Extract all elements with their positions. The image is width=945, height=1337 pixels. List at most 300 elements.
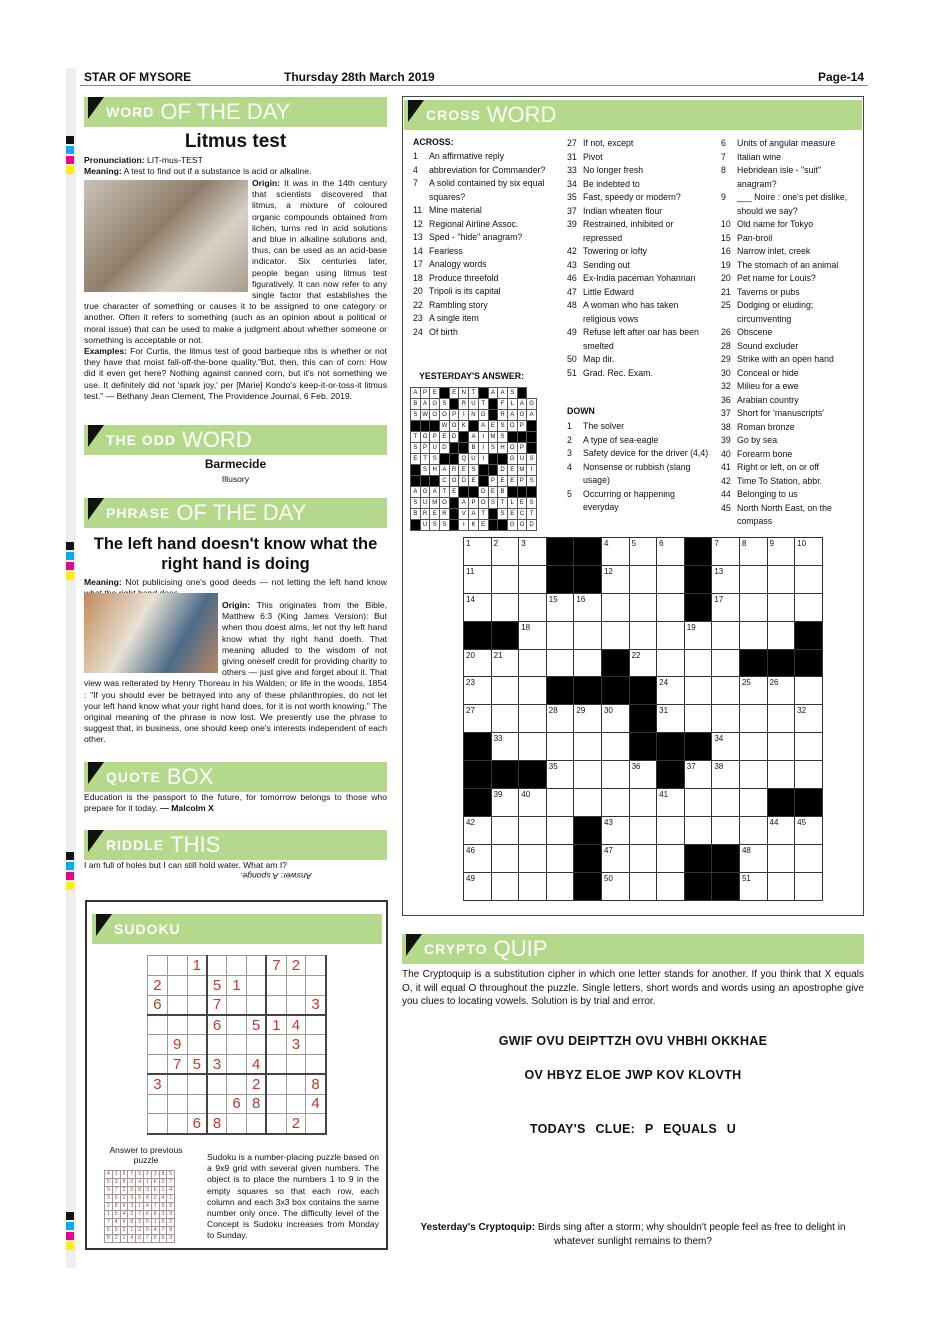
prev-sudoku-cell: 7: [112, 1187, 120, 1195]
sudoku-cell[interactable]: 7: [266, 956, 286, 976]
crossword-cell[interactable]: [767, 565, 795, 593]
sudoku-cell[interactable]: [167, 1015, 187, 1035]
sudoku-cell[interactable]: 2: [286, 1114, 306, 1134]
yesterday-crossword-grid: [410, 387, 537, 531]
answer-cell: S: [498, 432, 508, 443]
across-clues-1: [413, 150, 553, 339]
crossword-cell[interactable]: [629, 705, 657, 733]
crossword-cell[interactable]: 18: [519, 621, 547, 649]
crossword-cell[interactable]: [739, 761, 767, 789]
answer-cell: [449, 520, 459, 531]
crossword-cell[interactable]: [629, 816, 657, 844]
crossword-cell[interactable]: 39: [491, 789, 519, 817]
crossword-cell[interactable]: [684, 649, 712, 677]
crossword-cell[interactable]: 7: [712, 538, 740, 566]
crossword-cell[interactable]: 20: [464, 649, 492, 677]
crossword-cell[interactable]: [795, 733, 823, 761]
sudoku-cell[interactable]: 4: [286, 1015, 306, 1035]
crossword-cell[interactable]: [519, 733, 547, 761]
crossword-cell[interactable]: [767, 705, 795, 733]
crossword-cell[interactable]: [601, 649, 629, 677]
crossword-cell[interactable]: [519, 705, 547, 733]
crossword-cell[interactable]: [464, 761, 492, 789]
crossword-cell[interactable]: [767, 649, 795, 677]
crossword-cell[interactable]: [795, 593, 823, 621]
sudoku-cell[interactable]: 6: [148, 995, 168, 1015]
crossword-cell[interactable]: 32: [795, 705, 823, 733]
crossword-cell[interactable]: [795, 872, 823, 900]
crossword-cell[interactable]: 45: [795, 816, 823, 844]
crossword-cell[interactable]: [795, 844, 823, 872]
crossword-cell[interactable]: [767, 761, 795, 789]
sudoku-cell[interactable]: [148, 1035, 168, 1055]
sudoku-cell[interactable]: 3: [286, 1035, 306, 1055]
crossword-cell[interactable]: [629, 677, 657, 705]
prev-sudoku-cell: 6: [120, 1219, 128, 1227]
sudoku-cell[interactable]: [227, 995, 247, 1015]
crossword-cell[interactable]: 37: [684, 761, 712, 789]
crossword-cell[interactable]: 4: [601, 538, 629, 566]
sudoku-cell[interactable]: 3: [207, 1054, 227, 1074]
crossword-cell[interactable]: [491, 761, 519, 789]
crossword-cell[interactable]: [519, 565, 547, 593]
crossword-cell[interactable]: [464, 621, 492, 649]
crossword-grid[interactable]: [463, 537, 823, 901]
down-label: DOWN: [567, 406, 595, 416]
crossword-cell[interactable]: [574, 677, 602, 705]
crossword-cell[interactable]: 22: [629, 649, 657, 677]
sudoku-cell[interactable]: 3: [148, 1074, 168, 1094]
crossword-cell[interactable]: [546, 816, 574, 844]
crossword-cell[interactable]: [739, 789, 767, 817]
crossword-cell[interactable]: 33: [491, 733, 519, 761]
answer-cell: [469, 421, 479, 432]
crossword-cell[interactable]: [574, 844, 602, 872]
answer-cell: [488, 454, 498, 465]
clue: 16 Narrow inlet, creek: [721, 246, 811, 256]
crossword-cell[interactable]: 36: [629, 761, 657, 789]
crossword-cell[interactable]: [601, 621, 629, 649]
sudoku-cell[interactable]: [286, 1054, 306, 1074]
sudoku-cell[interactable]: [246, 956, 266, 976]
crossword-cell[interactable]: 28: [546, 705, 574, 733]
crossword-cell[interactable]: 25: [739, 677, 767, 705]
crossword-cell[interactable]: [519, 593, 547, 621]
crossword-cell[interactable]: 5: [629, 538, 657, 566]
crossword-cell[interactable]: [795, 649, 823, 677]
crossword-cell[interactable]: 41: [657, 789, 685, 817]
sudoku-cell[interactable]: 6: [207, 1015, 227, 1035]
answer-cell: T: [411, 432, 421, 443]
crossword-cell[interactable]: [491, 621, 519, 649]
crossword-cell[interactable]: [629, 789, 657, 817]
sudoku-grid[interactable]: [147, 955, 327, 1135]
crossword-cell[interactable]: [574, 733, 602, 761]
crossword-cell[interactable]: [684, 538, 712, 566]
sudoku-cell[interactable]: [286, 995, 306, 1015]
sudoku-cell[interactable]: [227, 1054, 247, 1074]
crossword-cell[interactable]: 2: [491, 538, 519, 566]
sudoku-cell[interactable]: [306, 1054, 326, 1074]
answer-cell: R: [420, 509, 430, 520]
answer-cell: K: [469, 520, 479, 531]
sudoku-cell[interactable]: 2: [246, 1074, 266, 1094]
crossword-cell[interactable]: [574, 872, 602, 900]
cryptoquip-line-1: GWIF OVU DEIPTTZH OVU VHBHI OKKHAE: [498, 1034, 768, 1048]
crossword-cell[interactable]: 8: [739, 538, 767, 566]
sudoku-cell[interactable]: 7: [207, 995, 227, 1015]
crossword-cell[interactable]: [795, 677, 823, 705]
crossword-cell[interactable]: [657, 872, 685, 900]
crossword-cell[interactable]: [657, 621, 685, 649]
prev-sudoku-cell: 3: [167, 1235, 175, 1243]
crossword-cell[interactable]: [739, 705, 767, 733]
clue: 18 Produce threefold: [413, 272, 499, 283]
crossword-cell[interactable]: 9: [767, 538, 795, 566]
crossword-cell[interactable]: 42: [464, 816, 492, 844]
sudoku-cell[interactable]: [187, 1035, 207, 1055]
crossword-cell[interactable]: [574, 538, 602, 566]
crossword-cell[interactable]: [491, 816, 519, 844]
sudoku-cell[interactable]: [207, 1035, 227, 1055]
sudoku-cell[interactable]: [306, 1114, 326, 1134]
wotd-title: Litmus test: [184, 131, 287, 152]
crossword-cell[interactable]: 13: [712, 565, 740, 593]
crossword-cell[interactable]: [574, 621, 602, 649]
sudoku-cell[interactable]: [207, 1094, 227, 1114]
clue: 20 Pet name for Louis?: [721, 273, 816, 283]
answer-cell: [449, 454, 459, 465]
crossword-cell[interactable]: 47: [601, 844, 629, 872]
crossword-cell[interactable]: [629, 621, 657, 649]
crossword-cell[interactable]: 23: [464, 677, 492, 705]
sudoku-cell[interactable]: [227, 1114, 247, 1134]
crossword-cell[interactable]: [629, 733, 657, 761]
crossword-cell[interactable]: [657, 816, 685, 844]
clue: 1 The solver: [567, 421, 625, 431]
crossword-cell[interactable]: [684, 844, 712, 872]
crossword-cell[interactable]: 40: [519, 789, 547, 817]
sudoku-cell[interactable]: [227, 1074, 247, 1094]
sudoku-cell[interactable]: [227, 1015, 247, 1035]
crossword-cell[interactable]: 6: [657, 538, 685, 566]
crossword-cell[interactable]: [684, 565, 712, 593]
sudoku-cell[interactable]: [306, 956, 326, 976]
crossword-cell[interactable]: 24: [657, 677, 685, 705]
sudoku-cell[interactable]: [207, 956, 227, 976]
crossword-cell[interactable]: [546, 621, 574, 649]
crossword-cell[interactable]: [519, 844, 547, 872]
sudoku-cell[interactable]: 9: [167, 1035, 187, 1055]
crossword-cell[interactable]: 48: [739, 844, 767, 872]
prev-sudoku-cell: 4: [120, 1211, 128, 1219]
crossword-cell[interactable]: [684, 789, 712, 817]
prev-sudoku-cell: 1: [159, 1187, 167, 1195]
sudoku-cell[interactable]: 3: [306, 995, 326, 1015]
clue: 34 Be indebted to: [567, 178, 640, 189]
crossword-cell[interactable]: [684, 733, 712, 761]
crossword-cell[interactable]: [739, 816, 767, 844]
crossword-cell[interactable]: [546, 733, 574, 761]
sudoku-cell[interactable]: 1: [187, 956, 207, 976]
sudoku-cell[interactable]: [227, 956, 247, 976]
crossword-cell[interactable]: 30: [601, 705, 629, 733]
crossword-cell[interactable]: [684, 816, 712, 844]
crossword-cell[interactable]: 12: [601, 565, 629, 593]
sudoku-cell[interactable]: 6: [227, 1094, 247, 1114]
crossword-cell[interactable]: [491, 844, 519, 872]
crossword-cell[interactable]: [712, 677, 740, 705]
answer-cell: [488, 509, 498, 520]
crossword-cell[interactable]: [574, 789, 602, 817]
crossword-cell[interactable]: [601, 789, 629, 817]
crossword-cell[interactable]: [629, 844, 657, 872]
crossword-cell[interactable]: [657, 649, 685, 677]
crossword-cell[interactable]: 46: [464, 844, 492, 872]
crossword-cell[interactable]: 14: [464, 593, 492, 621]
sudoku-cell[interactable]: 4: [246, 1054, 266, 1074]
crossword-cell[interactable]: [767, 593, 795, 621]
crossword-cell[interactable]: 34: [712, 733, 740, 761]
crossword-cell[interactable]: 38: [712, 761, 740, 789]
sudoku-cell[interactable]: [227, 1035, 247, 1055]
sudoku-cell[interactable]: 2: [148, 975, 168, 995]
crossword-cell[interactable]: [629, 593, 657, 621]
sudoku-cell[interactable]: 8: [306, 1074, 326, 1094]
sudoku-cell[interactable]: [266, 1094, 286, 1114]
riddle-text: I am full of holes but I can still hold water. What am I?: [84, 860, 288, 870]
crossword-cell[interactable]: [601, 677, 629, 705]
crossword-cell[interactable]: [739, 621, 767, 649]
sudoku-cell[interactable]: 5: [187, 1054, 207, 1074]
crossword-cell[interactable]: 16: [574, 593, 602, 621]
sudoku-cell[interactable]: [306, 1015, 326, 1035]
crossword-cell[interactable]: 10: [795, 538, 823, 566]
crossword-cell[interactable]: [491, 872, 519, 900]
sudoku-cell[interactable]: 1: [227, 975, 247, 995]
crossword-cell[interactable]: 50: [601, 872, 629, 900]
crossword-cell[interactable]: [795, 565, 823, 593]
crossword-cell[interactable]: 15: [546, 593, 574, 621]
sudoku-cell[interactable]: [187, 1094, 207, 1114]
crossword-cell[interactable]: [657, 565, 685, 593]
crossword-cell[interactable]: [712, 649, 740, 677]
crossword-cell[interactable]: [795, 761, 823, 789]
sudoku-cell[interactable]: 1: [266, 1015, 286, 1035]
prev-sudoku-cell: 9: [159, 1235, 167, 1243]
crossword-cell[interactable]: 26: [767, 677, 795, 705]
crossword-cell[interactable]: [657, 761, 685, 789]
crossword-cell[interactable]: 35: [546, 761, 574, 789]
sudoku-cell[interactable]: 8: [246, 1094, 266, 1114]
sudoku-cell[interactable]: [167, 1074, 187, 1094]
crossword-cell[interactable]: [546, 677, 574, 705]
sudoku-cell[interactable]: [148, 1094, 168, 1114]
crossword-cell[interactable]: [795, 621, 823, 649]
crossword-cell[interactable]: [739, 733, 767, 761]
crossword-cell[interactable]: 21: [491, 649, 519, 677]
clue: 38 Roman bronze: [721, 421, 795, 432]
crossword-cell[interactable]: [712, 872, 740, 900]
clue: 47 Little Edward: [567, 286, 634, 297]
prev-sudoku-cell: 5: [151, 1235, 159, 1243]
crossword-cell[interactable]: [684, 593, 712, 621]
answer-cell: A: [527, 410, 537, 421]
crossword-cell[interactable]: [464, 733, 492, 761]
sudoku-cell[interactable]: [266, 1035, 286, 1055]
sudoku-cell[interactable]: [148, 1015, 168, 1035]
sudoku-cell[interactable]: [306, 975, 326, 995]
crossword-cell[interactable]: [491, 705, 519, 733]
sudoku-prev-grid: [104, 1170, 175, 1243]
answer-cell: [449, 443, 459, 454]
crossword-cell[interactable]: [546, 844, 574, 872]
crossword-cell[interactable]: [684, 705, 712, 733]
sudoku-cell[interactable]: [286, 1094, 306, 1114]
answer-cell: G: [420, 487, 430, 498]
crossword-band: CROSS WORD: [404, 100, 862, 130]
crossword-cell[interactable]: 3: [519, 538, 547, 566]
crossword-cell[interactable]: [684, 677, 712, 705]
sudoku-cell[interactable]: 4: [306, 1094, 326, 1114]
sudoku-cell[interactable]: [246, 1114, 266, 1134]
sudoku-cell[interactable]: [148, 1114, 168, 1134]
sudoku-cell[interactable]: 5: [246, 1015, 266, 1035]
crossword-cell[interactable]: 19: [684, 621, 712, 649]
clue: 32 Milieu for a ewe: [721, 381, 799, 391]
answer-cell: [420, 421, 430, 432]
answer-cell: A: [440, 465, 450, 476]
sudoku-cell[interactable]: [187, 975, 207, 995]
crossword-cell[interactable]: [601, 761, 629, 789]
crossword-cell[interactable]: 43: [601, 816, 629, 844]
crossword-cell[interactable]: [519, 677, 547, 705]
crossword-cell[interactable]: [739, 593, 767, 621]
answer-cell: M: [517, 465, 527, 476]
crossword-cell[interactable]: [519, 649, 547, 677]
crossword-cell[interactable]: [767, 733, 795, 761]
crossword-cell[interactable]: [657, 593, 685, 621]
sudoku-cell[interactable]: [187, 1074, 207, 1094]
crossword-cell[interactable]: [546, 649, 574, 677]
prev-sudoku-cell: 8: [159, 1171, 167, 1179]
crossword-cell[interactable]: [601, 733, 629, 761]
sudoku-cell[interactable]: [286, 1074, 306, 1094]
crossword-cell[interactable]: [767, 844, 795, 872]
crossword-cell[interactable]: [629, 565, 657, 593]
crossword-cell[interactable]: [712, 816, 740, 844]
crossword-cell[interactable]: [546, 789, 574, 817]
sudoku-cell[interactable]: [266, 995, 286, 1015]
sudoku-cell[interactable]: [266, 1074, 286, 1094]
sudoku-cell[interactable]: [286, 975, 306, 995]
crossword-cell[interactable]: [767, 872, 795, 900]
crossword-cell[interactable]: 51: [739, 872, 767, 900]
crossword-cell[interactable]: [491, 593, 519, 621]
sudoku-cell[interactable]: [148, 956, 168, 976]
crossword-cell[interactable]: 44: [767, 816, 795, 844]
sudoku-cell[interactable]: [266, 1114, 286, 1134]
sudoku-cell[interactable]: [187, 995, 207, 1015]
crossword-cell[interactable]: [464, 789, 492, 817]
sudoku-cell[interactable]: [246, 975, 266, 995]
clue: 33 No longer fresh: [567, 165, 644, 175]
crossword-cell[interactable]: 31: [657, 705, 685, 733]
potd-meaning: Meaning: Not publicising one's good deeds — not letting the left hand know: [84, 577, 387, 587]
crossword-cell[interactable]: [519, 761, 547, 789]
clue: 4 abbreviation for Commander?: [413, 164, 546, 175]
sudoku-cell[interactable]: 6: [187, 1114, 207, 1134]
crossword-cell[interactable]: 17: [712, 593, 740, 621]
answer-cell: [517, 388, 527, 399]
crossword-cell[interactable]: 49: [464, 872, 492, 900]
sudoku-cell[interactable]: [167, 956, 187, 976]
sudoku-cell[interactable]: [187, 1015, 207, 1035]
sudoku-cell[interactable]: [207, 1074, 227, 1094]
crossword-cell[interactable]: [767, 621, 795, 649]
clue: 31 Pivot: [567, 151, 603, 162]
crossword-cell[interactable]: [574, 816, 602, 844]
crossword-cell[interactable]: 27: [464, 705, 492, 733]
crossword-cell[interactable]: [491, 677, 519, 705]
crossword-cell[interactable]: [767, 789, 795, 817]
crossword-cell[interactable]: [546, 565, 574, 593]
crossword-cell[interactable]: [519, 816, 547, 844]
crossword-cell[interactable]: [491, 565, 519, 593]
wotd-band: WORD OF THE DAY: [84, 97, 387, 127]
sudoku-cell[interactable]: 7: [167, 1054, 187, 1074]
crossword-cell[interactable]: [546, 538, 574, 566]
answer-cell: S: [507, 388, 517, 399]
sudoku-cell[interactable]: [167, 1114, 187, 1134]
answer-cell: G: [527, 399, 537, 410]
crossword-cell[interactable]: [574, 565, 602, 593]
sudoku-cell[interactable]: 8: [207, 1114, 227, 1134]
crossword-cell[interactable]: [519, 872, 547, 900]
crossword-cell[interactable]: [657, 844, 685, 872]
sudoku-cell[interactable]: [167, 1094, 187, 1114]
sudoku-cell[interactable]: [246, 995, 266, 1015]
sudoku-cell[interactable]: [306, 1035, 326, 1055]
crossword-cell[interactable]: [574, 761, 602, 789]
crossword-cell[interactable]: [712, 705, 740, 733]
sudoku-cell[interactable]: 5: [207, 975, 227, 995]
sudoku-cell[interactable]: [246, 1035, 266, 1055]
crossword-cell[interactable]: [739, 649, 767, 677]
crossword-cell[interactable]: 1: [464, 538, 492, 566]
crossword-cell[interactable]: [601, 593, 629, 621]
crossword-cell[interactable]: [684, 872, 712, 900]
prev-sudoku-cell: 4: [136, 1179, 144, 1187]
crossword-cell[interactable]: 11: [464, 565, 492, 593]
sudoku-cell[interactable]: [266, 1054, 286, 1074]
sudoku-cell[interactable]: [266, 975, 286, 995]
sudoku-cell[interactable]: 2: [286, 956, 306, 976]
crossword-cell[interactable]: [712, 621, 740, 649]
crossword-cell[interactable]: 29: [574, 705, 602, 733]
crossword-cell[interactable]: [574, 649, 602, 677]
crossword-cell[interactable]: [739, 565, 767, 593]
crossword-cell[interactable]: [712, 789, 740, 817]
crossword-cell[interactable]: [546, 872, 574, 900]
sudoku-cell[interactable]: [167, 995, 187, 1015]
crossword-cell[interactable]: [795, 789, 823, 817]
crossword-cell[interactable]: [629, 872, 657, 900]
sudoku-cell[interactable]: [148, 1054, 168, 1074]
crossword-cell[interactable]: [712, 844, 740, 872]
sudoku-cell[interactable]: [167, 975, 187, 995]
crossword-cell[interactable]: [657, 733, 685, 761]
